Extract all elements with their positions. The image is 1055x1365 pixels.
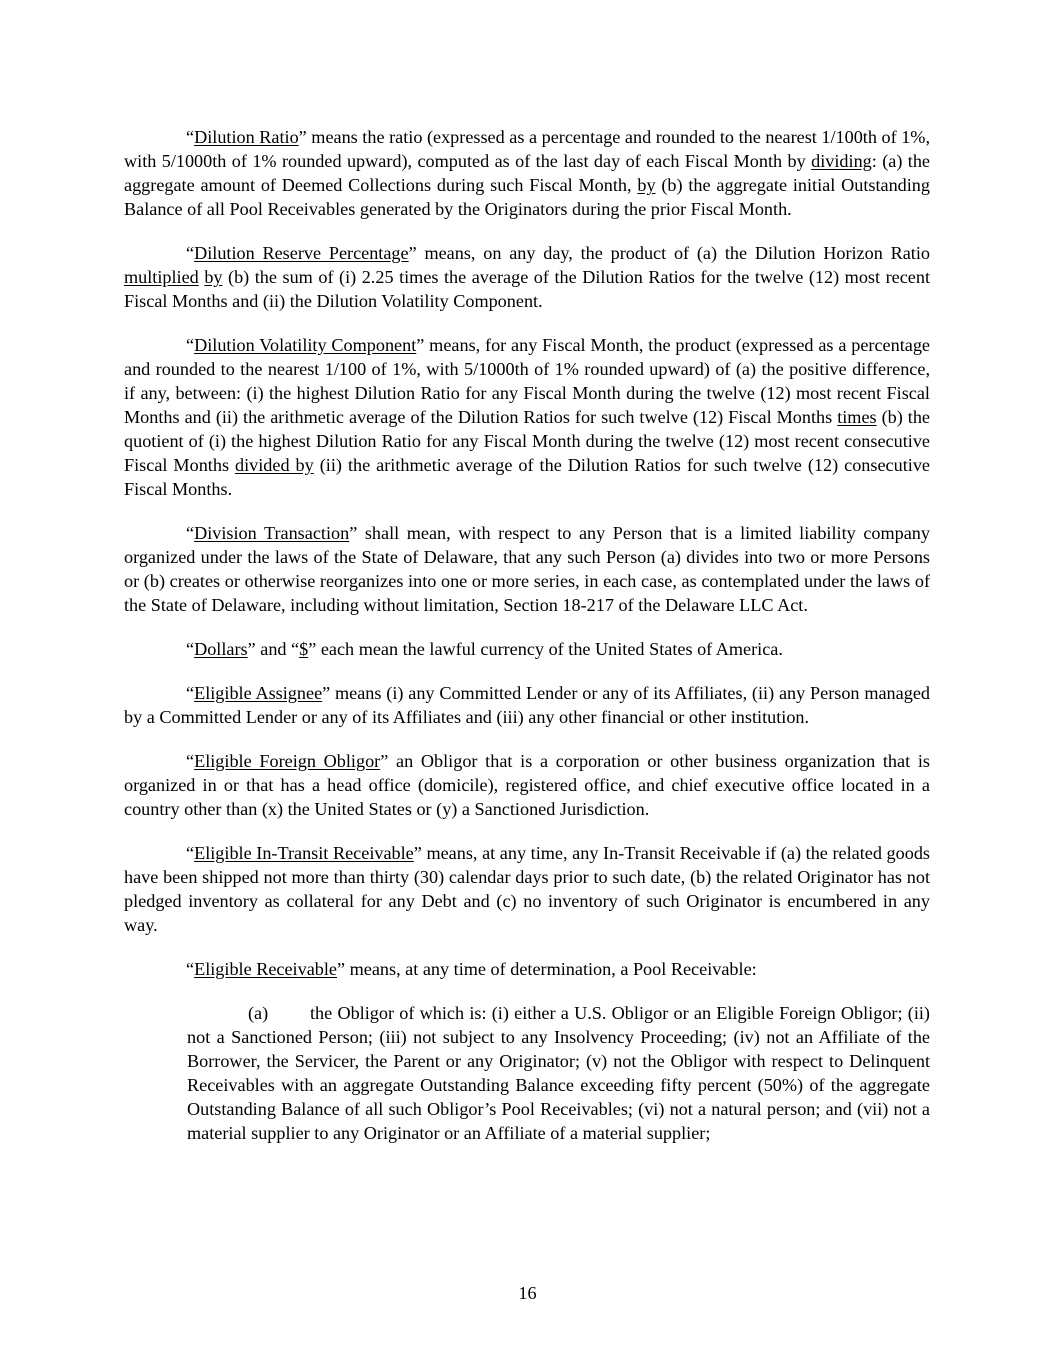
defined-term: Eligible Foreign Obligor <box>194 751 381 771</box>
underlined-word: by <box>637 175 656 195</box>
open-quote: “ <box>186 959 195 979</box>
defined-term: Dollars <box>194 639 248 659</box>
definition-eligible-assignee <box>124 681 930 729</box>
open-quote: “ <box>186 335 195 355</box>
definition-dollars <box>124 637 930 661</box>
definition-text: (ii) the arithmetic average of the Dilution Ratios for such twelve (12) consecutive Fiscal Months. <box>124 455 930 499</box>
definition-text: ” shall mean, with respect to any Person that is a limited liability company organized under the laws of the State of Delaware, that any such Person (a) divides into two or more Persons or (b) creates or otherwise reorganizes into one or more series, in each case, as contemplated under the laws of the State of Delaware, including without limitation, Section 18-217 of the Delaware LLC Act. <box>124 523 930 615</box>
defined-term: Dilution Ratio <box>194 127 299 147</box>
defined-term: Division Transaction <box>194 523 350 543</box>
definition-text: ” means (i) any Committed Lender or any of its Affiliates, (ii) any Person managed by a Committed Lender or any of its Affiliates and (iii) any other financial or other institution. <box>124 683 930 727</box>
definition-text: ” means, for any Fiscal Month, the product (expressed as a percentage and rounded to the nearest 1/100 of 1%, with 5/1000th of 1% rounded upward) of (a) the positive difference, if any, between: (i) the highest Dilution Ratio for any Fiscal Month during the twelve (12) most recent Fiscal Months and (ii) the arithmetic average of the Dilution Ratios for such twelve (12) Fiscal Months <box>124 335 930 427</box>
definition-text: ” means the ratio (expressed as a percentage and rounded to the nearest 1/100th of 1%, with 5/1000th of 1% rounded upward), computed as of the last day of each Fiscal Month by <box>124 127 931 171</box>
definition-dilution-reserve-percentage <box>124 241 930 313</box>
defined-term: Dilution Reserve Percentage <box>194 243 409 263</box>
defined-term: Eligible In-Transit Receivable <box>194 843 414 863</box>
underlined-word: divided by <box>235 455 314 475</box>
open-quote: “ <box>186 639 195 659</box>
definition-text: (b) the aggregate initial Outstanding Balance of all Pool Receivables generated by the Originators during the prior Fiscal Month. <box>124 175 930 219</box>
clause-label: (a) <box>248 1003 269 1023</box>
defined-term: Dilution Volatility Component <box>194 335 417 355</box>
defined-term: Eligible Assignee <box>194 683 323 703</box>
underlined-word: dividing <box>811 151 872 171</box>
eligible-receivable-clause-a <box>187 1001 930 1145</box>
definition-division-transaction <box>124 521 930 617</box>
definition-text: ” means, at any time, any In-Transit Receivable if (a) the related goods have been shipped not more than thirty (30) calendar days prior to such date, (b) the related Originator has not pledged inventory as collateral for any Debt and (c) no inventory of such Originator is encumbered in any way. <box>124 843 931 935</box>
definition-text: (b) the sum of (i) 2.25 times the average of the Dilution Ratios for the twelve (12) most recent Fiscal Months and (ii) the Dilution Volatility Component. <box>124 267 930 311</box>
definition-text: ” means, on any day, the product of (a) the Dilution Horizon Ratio <box>408 243 930 263</box>
underlined-word: by <box>204 267 223 287</box>
open-quote: “ <box>186 127 195 147</box>
definition-text: ” each mean the lawful currency of the United States of America. <box>308 639 783 659</box>
defined-term: Eligible Receivable <box>194 959 337 979</box>
open-quote: “ <box>186 843 195 863</box>
definition-eligible-in-transit-receivable <box>124 841 930 937</box>
definition-dilution-ratio <box>124 125 930 221</box>
open-quote: “ <box>186 683 195 703</box>
definition-dilution-volatility-component <box>124 333 930 501</box>
definition-text: (b) the quotient of (i) the highest Dilution Ratio for any Fiscal Month during the twelve (12) most recent consecutive Fiscal Months <box>124 407 930 475</box>
definition-eligible-receivable <box>124 957 930 981</box>
underlined-word: multiplied <box>124 267 199 287</box>
underlined-word: times <box>837 407 877 427</box>
open-quote: “ <box>186 243 195 263</box>
open-quote: “ <box>186 751 195 771</box>
definition-text: ” and “ <box>247 639 300 659</box>
definition-text: ” an Obligor that is a corporation or other business organization that is organized in or that has a head office (domicile), registered office, and chief executive office located in a country other than (x) the United States or (y) a Sanctioned Jurisdiction. <box>124 751 930 819</box>
open-quote: “ <box>186 523 195 543</box>
underlined-word: $ <box>299 639 309 659</box>
page-number: 16 <box>518 1283 537 1303</box>
clause-text: the Obligor of which is: (i) either a U.S. Obligor or an Eligible Foreign Obligor; (ii) not a Sanctioned Person; (iii) not subject to any Insolvency Proceeding; (iv) not an Affiliate of the Borrower, the Servicer, the Parent or any Originator; (v) not the Obligor with respect to Delinquent Receivables with an aggregate Outstanding Balance exceeding fifty percent (50%) of the aggregate Outstanding Balance of all such Obligor’s Pool Receivables; (vi) not a natural person; and (vii) not a material supplier to any Originator or an Affiliate of a material supplier; <box>187 1003 930 1143</box>
document-page <box>124 125 930 1145</box>
definition-text: : (a) the aggregate amount of Deemed Collections during such Fiscal Month, <box>124 151 931 195</box>
definition-text: ” means, at any time of determination, a Pool Receivable: <box>337 959 757 979</box>
definition-eligible-foreign-obligor <box>124 749 930 821</box>
